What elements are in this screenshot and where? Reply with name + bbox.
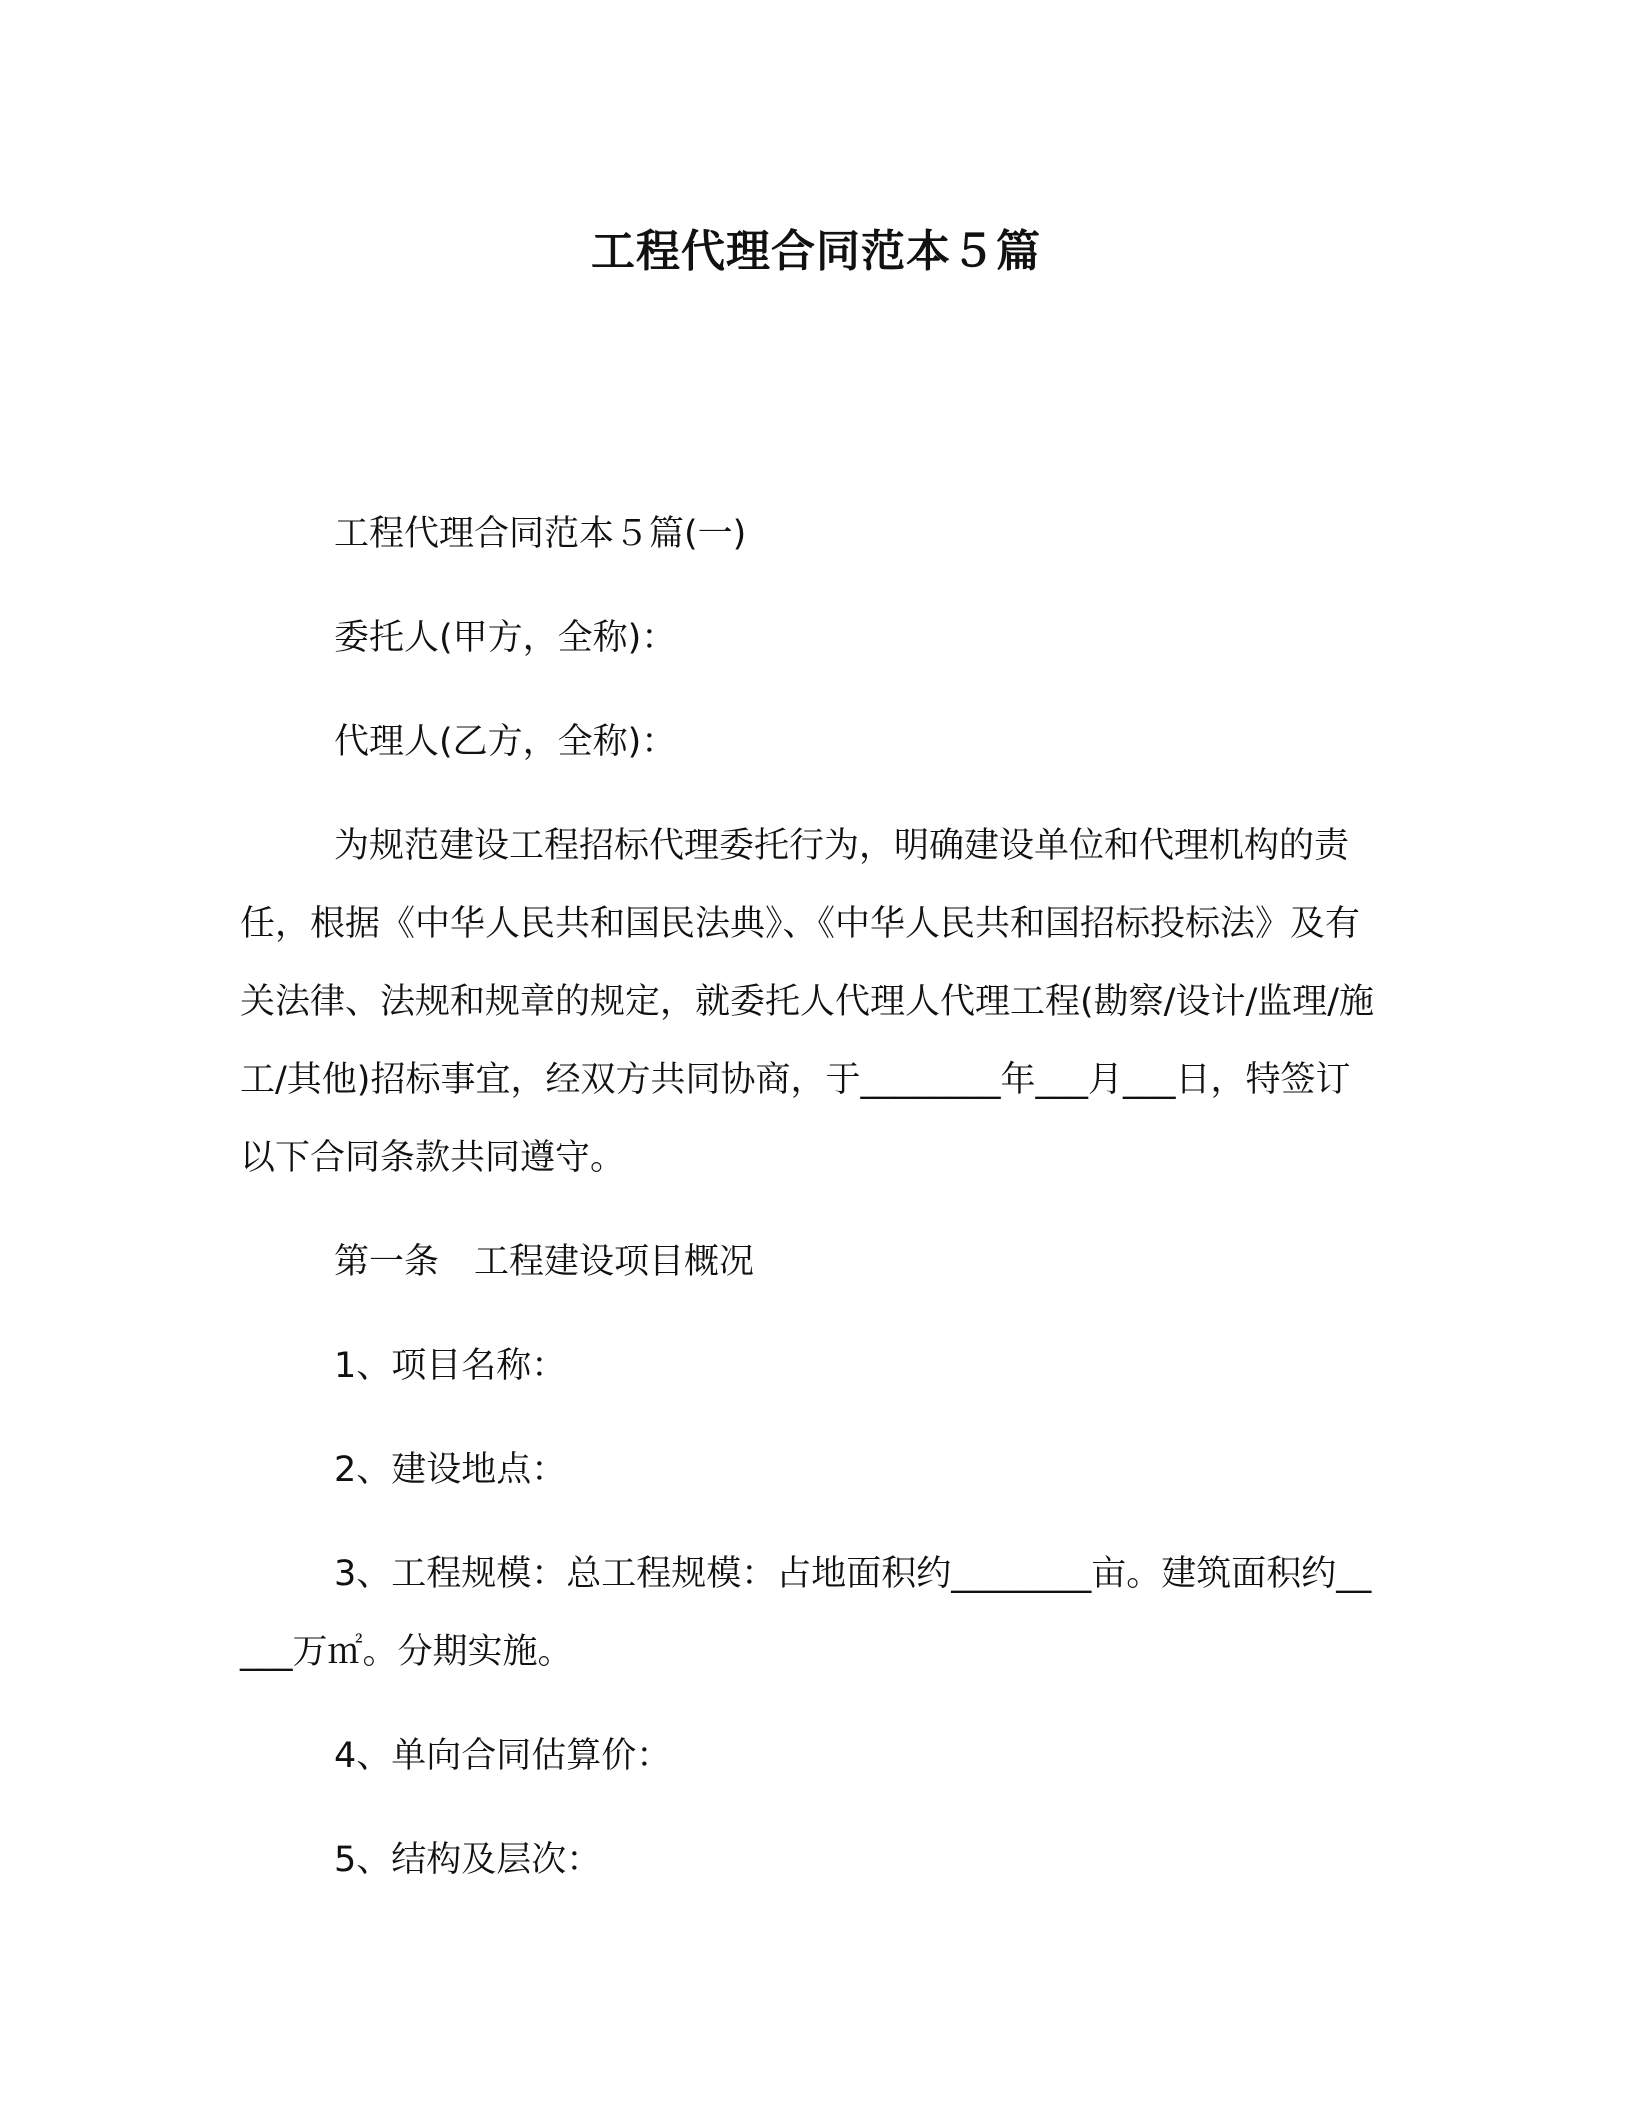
estimated-price-line: 4、单向合同估算价： (334, 1736, 672, 1776)
project-name-line: 1、项目名称： (334, 1346, 567, 1386)
agent-party-line: 代理人(乙方，全称)： (334, 722, 677, 762)
project-scale-paragraph: 3、工程规模：总工程规模：占地面积约________亩。建筑面积约_____万㎡。分期实施。 (240, 1554, 1372, 1672)
structure-levels-line: 5、结构及层次： (334, 1840, 602, 1880)
section-heading: 工程代理合同范本５篇(一) (334, 514, 747, 554)
article-one-heading: 第一条 工程建设项目概况 (334, 1242, 755, 1282)
preamble-paragraph: 为规范建设工程招标代理委托行为，明确建设单位和代理机构的责任，根据《中华人民共和国民法典》、《中华人民共和国招标投标法》及有关法律、法规和规章的规定，就委托人代理人代理工程(勘察/设计/监理/施工/其他)招标事宜，经双方共同协商，于________年___月___日，特签订以下合同条款共同遵守。 (240, 826, 1375, 1178)
principal-party-line: 委托人(甲方，全称)： (334, 618, 677, 658)
construction-site-line: 2、建设地点： (334, 1450, 567, 1490)
document-body (240, 495, 1375, 1925)
document-title: 工程代理合同范本５篇 (591, 226, 1041, 277)
